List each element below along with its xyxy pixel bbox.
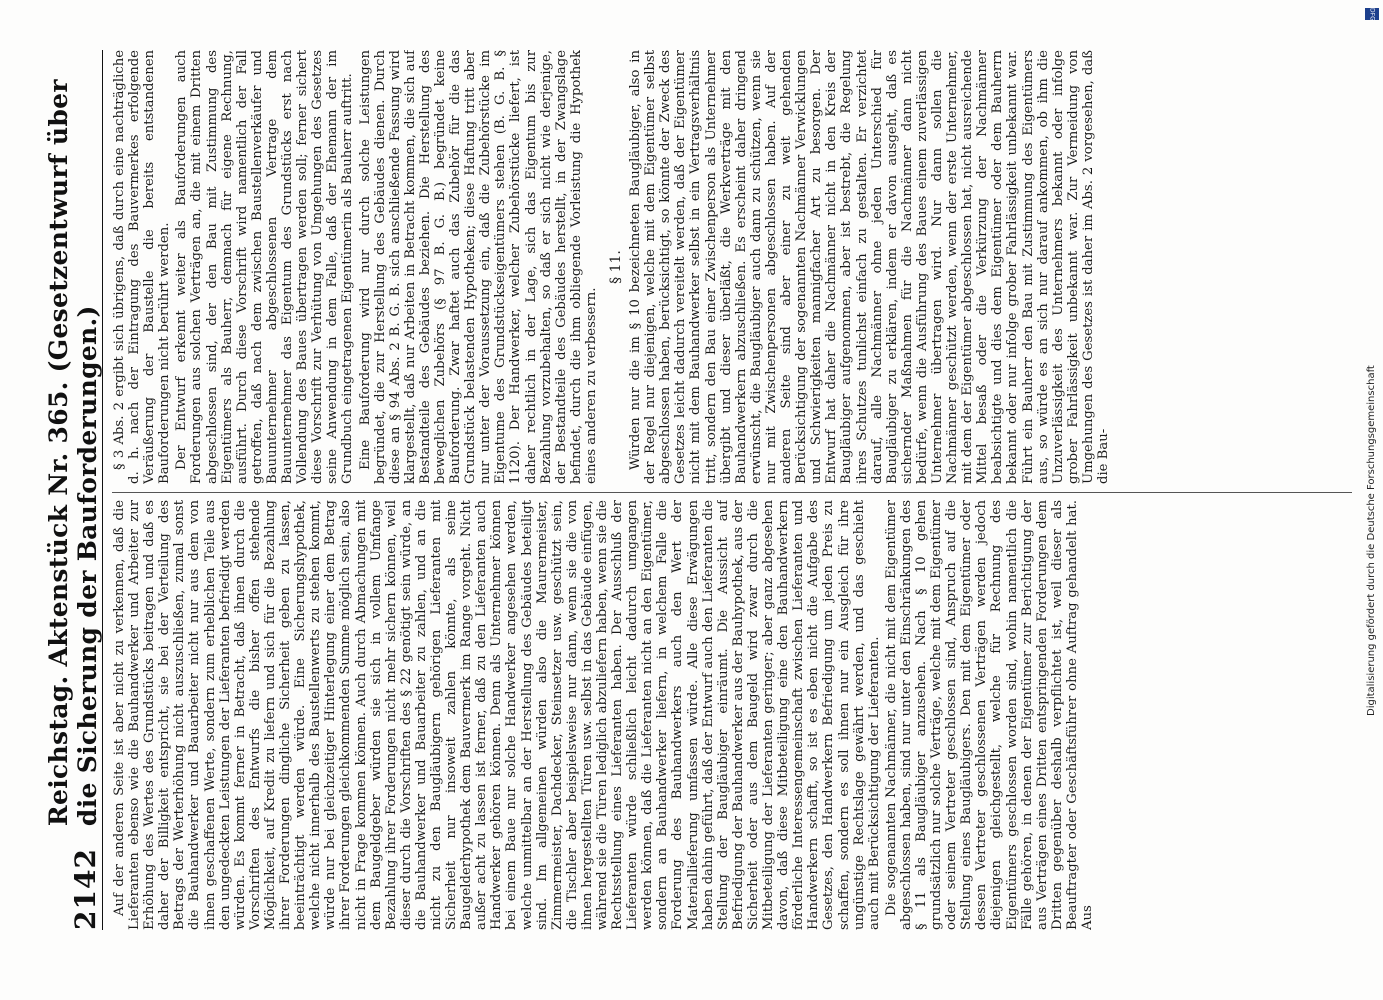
right-paragraph-2: Der Entwurf erkennt weiter als Bauforderungen auch Forderungen aus solchen Verträgen an, die mit einem Dritten abgeschlossen sind, der den Bau mit Zustimmung des Eigentümers als Bauherr, demnach für eigene Rechnung, ausführt. Durch diese Vorschrift wird namentlich der Fall getroffen, daß nach dem zwischen Baustellenverkäufer und Bauunternehmer abgeschlossenen Vertrage dem Bauunternehmer das Eigentum des Grundstücks erst nach Vollendung des Baues übertragen werden soll; ferner sichert diese Vorschrift zur Verhütung von Umgehungen des Gesetzes seine Anwendung in dem Falle, daß der Ehemann der im Grundbuch eingetragenen Eigentümerin als Bauherr auftritt. (174, 50, 356, 484)
left-paragraph-2: Die sogenannten Nachmänner, die nicht mit dem Eigentümer abgeschlossen haben, sind nur unter den Einschränkungen des § 11 als Baugläubiger anzusehen. Nach § 10 gehen grundsätzlich nur solche Verträge, welche mit dem Eigentümer oder seinem Vertreter geschlossen sind, Anspruch auf die Stellung eines Baugläubigers. Den mit dem Eigentümer oder dessen Vertreter geschlossenen Verträgen werden jedoch diejenigen gleichgestellt, welche für Rechnung des Eigentümers geschlossen worden sind, wohin namentlich die Fälle gehören, in denen der Eigentümer zur Berichtigung der aus Verträgen eines Dritten entspringenden Forderungen dem Dritten gegenüber deshalb verpflichtet ist, weil dieser als Beauftragter oder Geschäftsführer ohne Auftrag gehandelt hat. Aus (883, 500, 1095, 930)
right-paragraph-1: § 3 Abs. 2 ergibt sich übrigens, daß durch eine nachträgliche d. h. nach der Eintragung des Bauvermerkes erfolgende Veräußerung der Baustelle die bereits entstandenen Bauforderungen nicht berührt werden. (112, 50, 173, 484)
left-paragraph-1: Auf der anderen Seite ist aber nicht zu verkennen, daß die Lieferanten ebenso wie die Bauhandwerker und Arbeiter zur Erhöhung des Wertes des Grundstücks beitragen und daß es daher der Billigkeit entspricht, sie bei der Verteilung des Betrags der Werterhöhung nicht auszuschließen, zumal sonst die Bauhandwerker und Bauarbeiter nicht nur aus dem von ihnen geschaffenen Werte, sondern zum erheblichen Teile aus den ungedeckten Leistungen der Lieferanten befriedigt werden würden. Es kommt ferner in Betracht, daß ihnen durch die Vorschriften des Entwurfs die bisher offen stehende Möglichkeit, auf Kredit zu liefern und sich für die Bezahlung ihrer Forderungen dingliche Sicherheit geben zu lassen, beeinträchtigt werden würde. Eine Sicherungshypothek, welche nicht innerhalb des Baustellenwerts zu stehen kommt, würde nur bei gleichzeitiger Hinterlegung einer dem Betrag ihrer Forderungen gleichkommenden Summe möglich sein, also nicht in Frage kommen können. Auch durch Abmachungen mit dem Baugeldgeber würden sie sich in vollem Umfange Bezahlung ihrer Forderungen nicht mehr sichern können, weil dieser durch die Vorschriften des § 22 genötigt sein würde, an die Bauhandwerker und Bauarbeiter zu zahlen, und an die nicht zu den Baugläubigern gehörigen Lieferanten mit Sicherheit nur insoweit zahlen könnte, als seine Baugelderhypothek dem Bauvermerk im Range vorgeht. Nicht außer acht zu lassen ist ferner, daß zu den Lieferanten auch Handwerker gehören können. Denn als Unternehmer können bei einem Baue nur solche Handwerker angesehen werden, welche unmittelbar an der Herstellung des Gebäudes beteiligt sind. Im allgemeinen würden also die Maurermeister, Zimmermeister, Dachdecker, Steinsetzer usw. geschützt sein, die Tischler aber beispielsweise nur dann, wenn sie die von ihnen hergestellten Türen usw. selbst in das Gebäude einfügen, während sie die Türen lediglich abzuliefern haben, wenn sie die Rechtsstellung eines Lieferanten haben. Der Ausschluß der Lieferanten würde schließlich leicht dadurch umgangen werden können, daß die Lieferanten nicht an den Eigentümer, sondern an Bauhandwerker liefern, in welchem Falle die Forderung des Bauhandwerkers auch den Wert der Materiallieferung umfassen würde. Alle diese Erwägungen haben dahin geführt, daß der Entwurf auch den Lieferanten die Stellung der Baugläubiger einräumt. Die Aussicht auf Befriedigung der Bauhandwerker aus der Bauhypothek, aus der Sicherheit oder aus dem Baugeld wird zwar durch die Mitbeteiligung der Lieferanten geringer; aber ganz abgesehen davon, daß diese Mitbeteiligung eine den Bauhandwerkern förderliche Interessengemeinschaft zwischen Lieferanten und Handwerkern schafft, so ist es eben nicht die Aufgabe des Gesetzes, den Handwerkern Befriedigung um jeden Preis zu schaffen, sondern es soll ihnen nur ein Ausgleich für ihre ungünstige Rechtslage gewährt werden, und das geschieht auch mit Berücksichtigung der Lieferanten. (112, 500, 882, 930)
left-column (112, 500, 1352, 930)
page-header (44, 50, 103, 930)
column-divider (112, 492, 1352, 493)
digitization-note: Digitalisierung gefördert durch die Deutsche Forschungsgemeinschaft (1366, 365, 1377, 716)
running-head: Reichstag. Aktenstück Nr. 365. (Gesetzentwurf über die Sicherung der Bauforderungen.) (44, 79, 102, 827)
dfg-logo: DFG (1365, 8, 1379, 20)
right-paragraph-3: Eine Bauforderung wird nur durch solche Leistungen begründet, die zur Herstellung des Gebäudes dienen. Durch diese an § 94 Abs. 2 B. G. B. sich anschließende Fassung wird klargestellt, daß nur Arbeiten in Betracht kommen, die sich auf Bestandteile des Gebäudes beziehen. Die Herstellung des beweglichen Zubehörs (§ 97 B. G. B.) begründet keine Bauforderung. Zwar haftet auch das Zubehör für die das Grundstück belastenden Hypotheken; diese Haftung tritt aber nur unter der Voraussetzung ein, daß die Zubehörstücke im Eigentume des Grundstückseigentümers stehen (B. G. B. § 1120). Der Handwerker, welcher Zubehörstücke liefert, ist daher rechtlich in der Lage, sich das Eigentum bis zur Bezahlung vorzubehalten, so daß er sich nicht wie derjenige, der Bestandteile des Gebäudes herstellt, in der Zwangslage befindet, durch die ihm obliegende Vorleistung die Hypothek eines anderen zu verbessern. (357, 50, 599, 484)
right-column (112, 50, 1352, 484)
page-number: 2142 (69, 848, 102, 930)
section-heading: § 11. (608, 250, 624, 284)
right-paragraph-4: Würden nur die im § 10 bezeichneten Baugläubiger, also in der Regel nur diejenigen, welche mit dem Eigentümer selbst abgeschlossen haben, berücksichtigt, so könnte der Zweck des Gesetzes leicht dadurch vereitelt werden, daß der Eigentümer nicht mit dem Bauhandwerker selbst in ein Vertragsverhältnis tritt, sondern den Bau einer Zwischenperson als Unternehmer übergibt und dieser überläßt, die Werkverträge mit den Bauhandwerkern abzuschließen. Es erscheint daher dringend erwünscht, die Baugläubiger auch dann zu schützen, wenn sie nur mit Zwischenpersonen abgeschlossen haben. Auf der anderen Seite sind aber einer zu weit gehenden Berücksichtigung der sogenannten Nachmänner Verwicklungen und Schwierigkeiten mannigfacher Art zu besorgen. Der Entwurf hat daher die Nachmänner nicht in den Kreis der Baugläubiger aufgenommen, aber ist bestrebt, die Regelung ihres Schutzes tunlichst einfach zu gestalten. Er verzichtet darauf, alle Nachmänner ohne jeden Unterschied für Baugläubiger zu erklären, indem er davon ausgeht, daß es sichernder Maßnahmen für die Nachmänner dann nicht bedürfe, wenn die Ausführung des Baues einem zuverlässigen Unternehmer übertragen wird. Nur dann sollen die Nachmänner geschützt werden, wenn der erste Unternehmer, mit dem der Eigentümer abgeschlossen hat, nicht ausreichende Mittel besaß oder die Verkürzung der Nachmänner beabsichtigte und dies dem Eigentümer oder dem Bauherrn bekannt oder nur infolge grober Fahrlässigkeit unbekannt war. Führt ein Bauherr den Bau mit Zustimmung des Eigentümers aus, so würde es an sich nur darauf ankommen, ob ihm die Unzuverlässigkeit des Unternehmers bekannt oder infolge grober Fahrlässigkeit unbekannt war. Zur Vermeidung von Umgehungen des Gesetzes ist daher im Abs. 2 vorgesehen, daß die Bau- (628, 50, 1111, 484)
